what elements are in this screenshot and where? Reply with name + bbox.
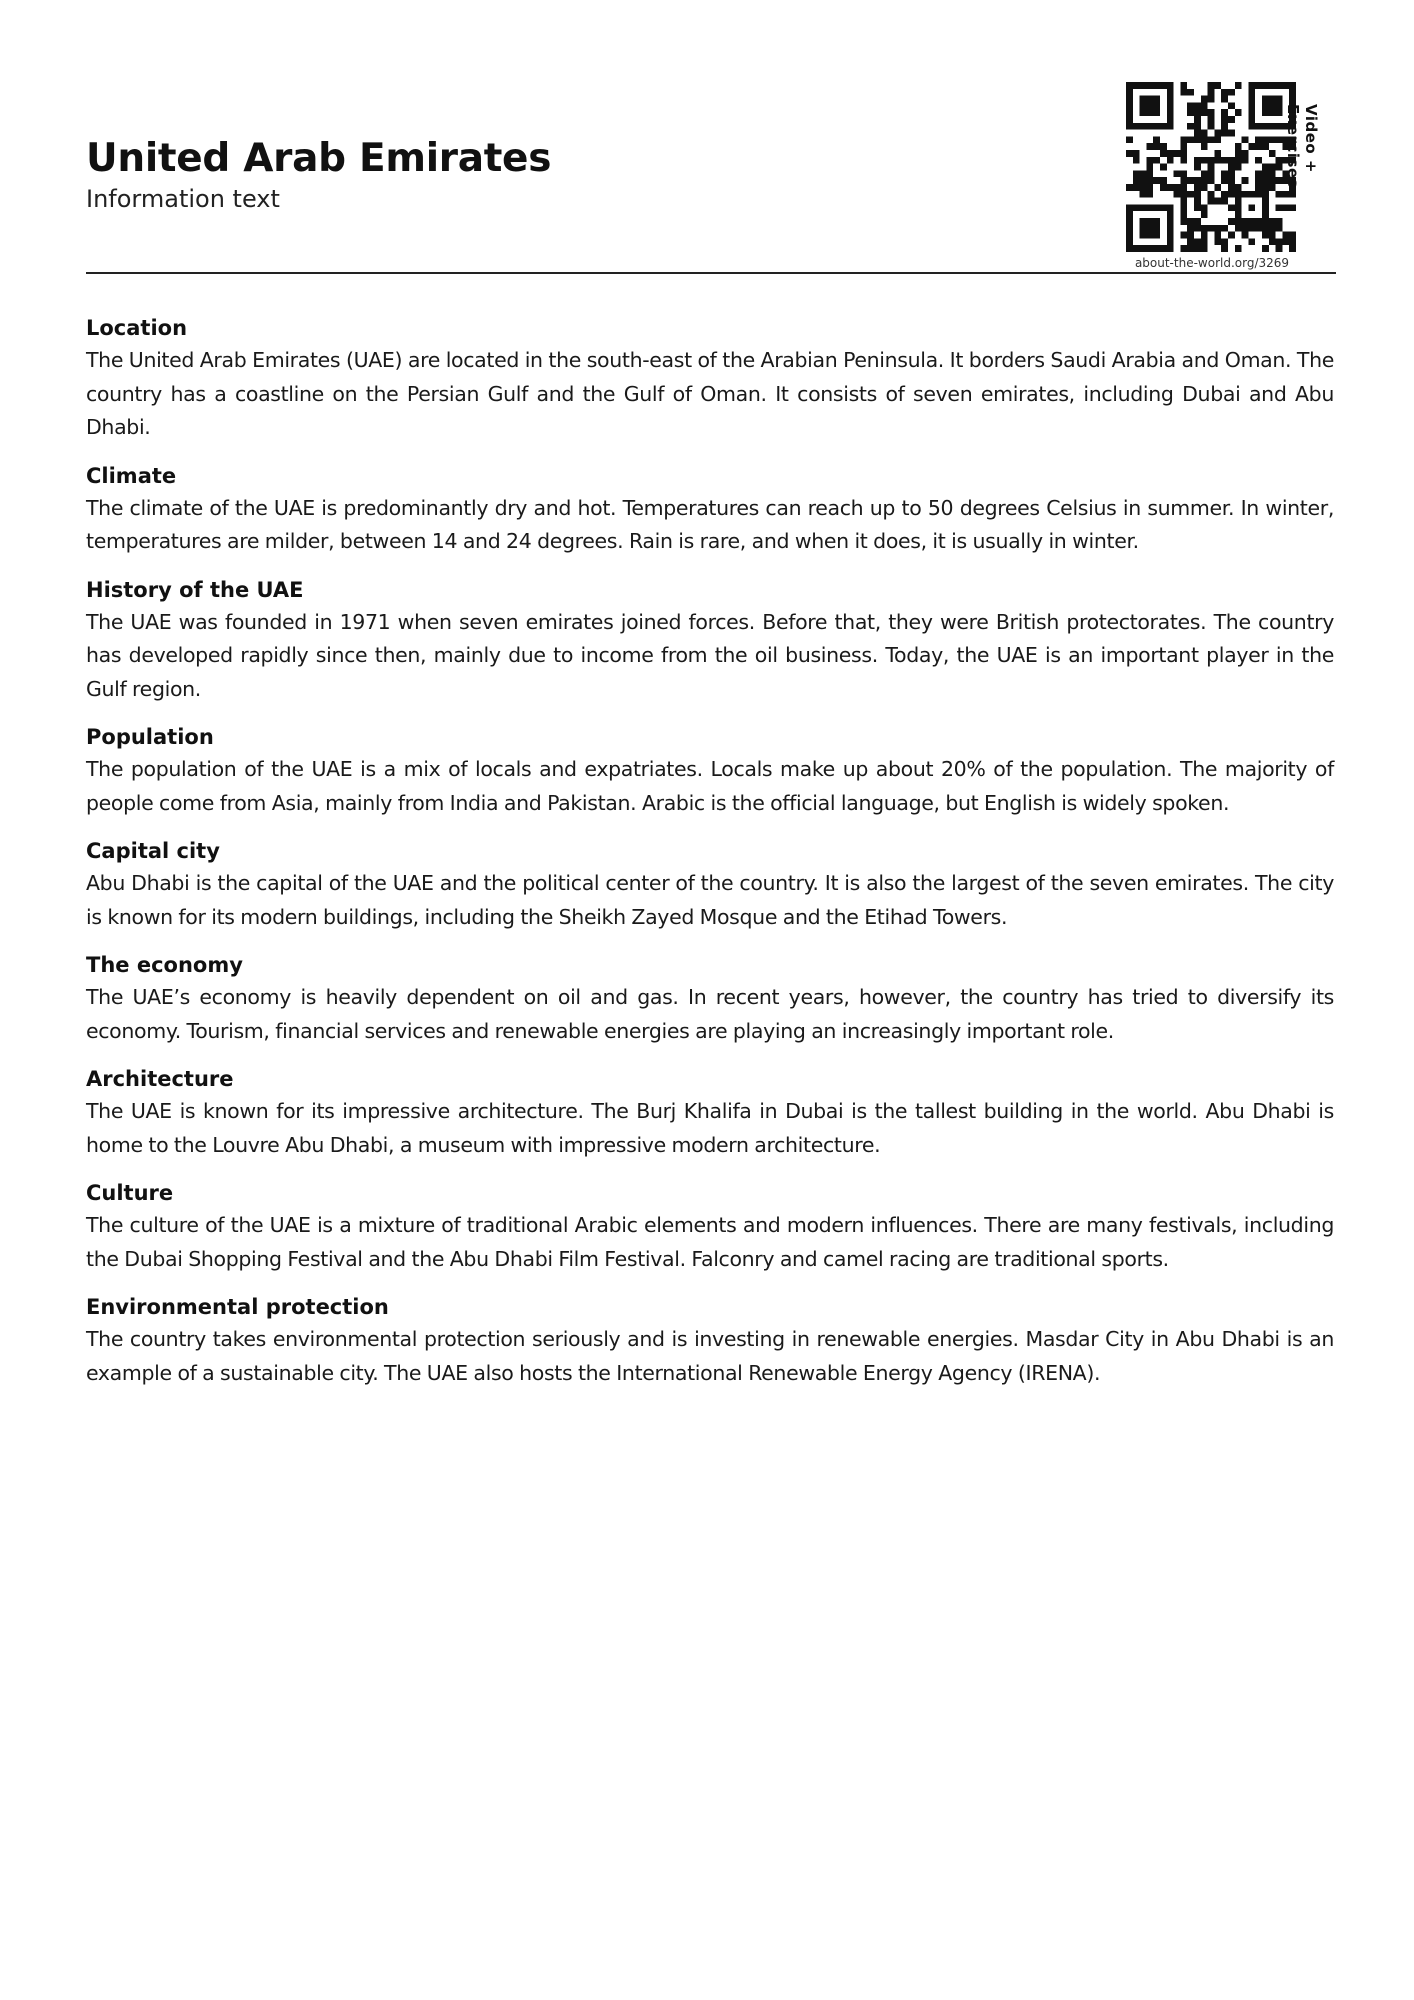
qr-url[interactable]: about-the-world.org/3269: [1134, 256, 1290, 270]
section-paragraph: The country takes environmental protection seriously and is investing in renewable energies. Masdar City in Abu Dhabi is an example of a sustainable city. The UAE also hosts the International Renewable Energy Agency (IRENA).: [86, 1327, 1334, 1385]
section-paragraph: The UAE is known for its impressive architecture. The Burj Khalifa in Dubai is the tallest building in the world. Abu Dhabi is home to the Louvre Abu Dhabi, a museum with impressive modern architecture.: [86, 1099, 1334, 1157]
section-environmental-protection: [86, 1291, 1334, 1390]
section-paragraph: Abu Dhabi is the capital of the UAE and the political center of the country. It is also the largest of the seven emirates. The city is known for its modern buildings, including the Sheikh Zayed Mosque and the Etihad Towers.: [86, 871, 1334, 929]
section-population: [86, 721, 1334, 820]
section-history: [86, 574, 1334, 707]
section-heading: Population: [86, 725, 214, 749]
page-title: United Arab Emirates: [86, 136, 552, 181]
section-heading: Environmental protection: [86, 1295, 389, 1319]
section-heading: Culture: [86, 1181, 174, 1205]
page-header: [86, 136, 986, 214]
section-heading: Capital city: [86, 839, 220, 863]
section-paragraph: The culture of the UAE is a mixture of traditional Arabic elements and modern influences. There are many festivals, including the Dubai Shopping Festival and the Abu Dhabi Film Festival. Falconry and camel racing are traditional sports.: [86, 1213, 1334, 1271]
section-heading: History of the UAE: [86, 577, 304, 602]
section-heading: The economy: [86, 953, 243, 977]
video-exercises-label: Video + Exercises: [1284, 104, 1320, 189]
section-paragraph: The climate of the UAE is predominantly dry and hot. Temperatures can reach up to 50 degrees Celsius in summer. In winter, temperatures are milder, between 14 and 24 degrees. Rain is rare, and when it does, it is usually in winter.: [86, 495, 1334, 553]
section-paragraph: The population of the UAE is a mix of locals and expatriates. Locals make up about 20% of the population. The majority of people come from Asia, mainly from India and Pakistan. Arabic is the official language, but English is widely spoken.: [86, 757, 1334, 815]
section-climate: [86, 460, 1334, 559]
section-culture: [86, 1177, 1334, 1276]
section-paragraph: The UAE was founded in 1971 when seven emirates joined forces. Before that, they were British protectorates. The country has developed rapidly since then, mainly due to income from the oil business. Today, the UAE is an important player in the Gulf region.: [86, 609, 1334, 701]
page-subtitle: Information text: [86, 185, 280, 213]
section-capital-city: [86, 835, 1334, 934]
section-architecture: [86, 1063, 1334, 1162]
section-paragraph: The UAE’s economy is heavily dependent on oil and gas. In recent years, however, the country has tried to diversify its economy. Tourism, financial services and renewable energies are playing an increasingly important role.: [86, 985, 1334, 1043]
header-divider: [86, 272, 1336, 274]
qr-code-block[interactable]: [1126, 82, 1296, 270]
section-heading: Architecture: [86, 1067, 234, 1091]
section-paragraph: The United Arab Emirates (UAE) are located in the south-east of the Arabian Peninsula. It borders Saudi Arabia and Oman. The country has a coastline on the Persian Gulf and the Gulf of Oman. It consists of seven emirates, including Dubai and Abu Dhabi.: [86, 348, 1334, 439]
section-heading: Climate: [86, 463, 177, 488]
section-location: [86, 312, 1334, 445]
section-economy: [86, 949, 1334, 1048]
section-heading: Location: [86, 316, 188, 340]
article-body: [86, 312, 1334, 1405]
qr-code-icon[interactable]: [1126, 82, 1296, 252]
